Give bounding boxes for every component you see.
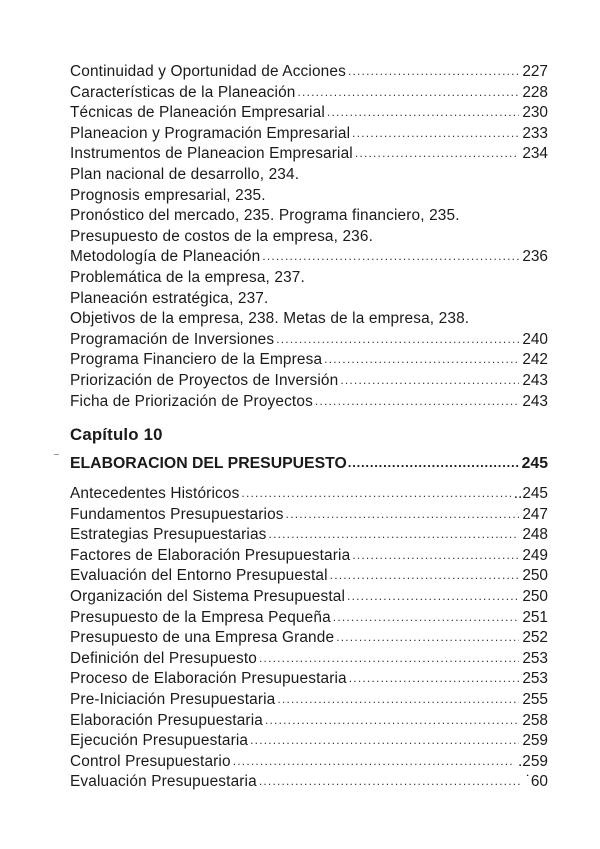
toc-entry <box>70 649 548 670</box>
dot-leader <box>259 771 523 792</box>
toc-list-part-2 <box>70 484 548 793</box>
toc-entry-title: Planeacion y Programación Empresarial <box>70 124 351 142</box>
toc-entry <box>70 669 548 690</box>
dot-leader <box>315 391 519 412</box>
dot-leader <box>352 123 519 144</box>
toc-entry <box>70 752 548 773</box>
toc-entry <box>70 772 548 793</box>
toc-entry-title: Proceso de Elaboración Presupuestaria <box>70 670 347 688</box>
toc-entry <box>70 711 548 732</box>
toc-entry <box>70 165 548 186</box>
toc-entry-title: Programa Financiero de la Empresa <box>70 351 323 369</box>
toc-entry-title: Características de la Planeación <box>70 83 296 101</box>
section-page-number: 245 <box>521 455 548 472</box>
dot-leader <box>327 102 519 123</box>
toc-entry-title: Planeación estratégica, 237. <box>70 289 269 307</box>
toc-entry-page-number: 243 <box>522 392 548 410</box>
toc-entry-page-number: 242 <box>522 351 548 369</box>
toc-entry <box>70 62 548 83</box>
toc-entry-page-number: .259 <box>518 752 548 770</box>
toc-entry <box>70 309 548 330</box>
dot-leader <box>352 545 519 566</box>
dot-leader <box>349 668 520 689</box>
toc-entry <box>70 546 548 567</box>
toc-entry-title: Programación de Inversiones <box>70 330 275 348</box>
toc-entry <box>70 247 548 268</box>
toc-entry-title: Ficha de Priorización de Proyectos <box>70 392 313 410</box>
dot-leader <box>259 648 519 669</box>
toc-entry-title: Organización del Sistema Presupuestal <box>70 587 346 605</box>
toc-entry <box>70 731 548 752</box>
toc-entry-page-number: ˙60 <box>525 773 548 791</box>
toc-entry <box>70 587 548 608</box>
toc-entry <box>70 350 548 371</box>
toc-entry-title: Técnicas de Planeación Empresarial <box>70 104 325 122</box>
toc-entry-title: Pronóstico del mercado, 235. Programa financiero, 235. <box>70 207 460 225</box>
dot-leader <box>340 370 519 391</box>
toc-entry-title: Metodología de Planeación <box>70 248 261 266</box>
chapter-heading: Capítulo 10 <box>70 425 163 444</box>
toc-entry-title: Ejecución Presupuestaria <box>70 732 249 750</box>
toc-entry <box>70 103 548 124</box>
dot-leader <box>355 143 519 164</box>
toc-entry-page-number: 252 <box>522 629 548 647</box>
toc-entry <box>70 690 548 711</box>
dot-leader <box>265 710 519 731</box>
toc-entry-page-number: 258 <box>522 711 548 729</box>
dot-leader <box>348 61 519 82</box>
dot-leader <box>348 455 520 470</box>
dot-leader <box>269 524 520 545</box>
dot-leader <box>233 751 515 772</box>
toc-entry-page-number: 253 <box>522 649 548 667</box>
toc-entry <box>70 227 548 248</box>
section-heading <box>70 455 548 473</box>
toc-entry-title: Evaluación Presupuestaria <box>70 773 257 791</box>
dot-leader <box>276 329 519 350</box>
toc-entry-page-number: 230 <box>522 104 548 122</box>
toc-entry <box>70 505 548 526</box>
toc-entry-title: Control Presupuestario <box>70 752 231 770</box>
toc-entry-page-number: 255 <box>522 690 548 708</box>
toc-entry-page-number: 251 <box>522 608 548 626</box>
dot-leader <box>333 607 520 628</box>
toc-entry <box>70 289 548 310</box>
toc-entry-title: Antecedentes Históricos <box>70 485 240 502</box>
toc-entry <box>70 83 548 104</box>
toc-entry-title: Objetivos de la empresa, 238. Metas de la empresa, 238. <box>70 310 470 328</box>
dot-leader <box>286 504 520 525</box>
toc-entry <box>70 628 548 649</box>
dot-leader <box>262 246 519 267</box>
toc-entry-page-number: 227 <box>522 63 548 80</box>
toc-entry-title: Presupuesto de una Empresa Grande <box>70 629 335 647</box>
toc-entry <box>70 371 548 392</box>
toc-entry-title: Prognosis empresarial, 235. <box>70 186 266 204</box>
dot-leader <box>324 349 519 370</box>
toc-entry <box>70 330 548 351</box>
dot-leader <box>347 586 519 607</box>
toc-entry-title: Plan nacional de desarrollo, 234. <box>70 165 300 183</box>
dot-leader <box>336 627 519 648</box>
toc-entry-page-number: 250 <box>522 587 548 605</box>
dot-leader <box>298 82 520 103</box>
toc-entry <box>70 186 548 207</box>
toc-entry-title: Elaboración Presupuestaria <box>70 711 263 729</box>
dot-leader <box>250 730 519 751</box>
dot-leader <box>330 565 520 586</box>
toc-entry <box>70 525 548 546</box>
toc-entry-page-number: 240 <box>522 330 548 348</box>
toc-entry-title: Pre-Iniciación Presupuestaria <box>70 690 276 708</box>
toc-entry-page-number: 228 <box>522 83 548 101</box>
toc-entry-page-number: 253 <box>522 670 548 688</box>
toc-entry-page-number: ..245 <box>513 485 548 502</box>
toc-entry <box>70 484 548 505</box>
section-title: ELABORACION DEL PRESUPUESTO <box>70 455 347 472</box>
toc-entry-page-number: 247 <box>522 505 548 523</box>
toc-list-part-1 <box>70 62 548 412</box>
toc-entry-page-number: 248 <box>522 526 548 544</box>
dot-leader <box>277 689 519 710</box>
toc-entry-title: Problemática de la empresa, 237. <box>70 268 305 286</box>
toc-entry <box>70 392 548 413</box>
toc-entry-page-number: 243 <box>522 371 548 389</box>
toc-entry <box>70 144 548 165</box>
toc-entry-title: Presupuesto de la Empresa Pequeña <box>70 608 331 626</box>
toc-entry-title: Presupuesto de costos de la empresa, 236. <box>70 227 374 245</box>
toc-entry-title: Priorización de Proyectos de Inversión <box>70 371 339 389</box>
toc-entry-page-number: 249 <box>522 546 548 564</box>
toc-entry-title: Definición del Presupuesto <box>70 649 257 667</box>
toc-entry-title: Estrategias Presupuestarias <box>70 526 267 544</box>
toc-entry <box>70 124 548 145</box>
toc-entry-page-number: 250 <box>522 567 548 585</box>
toc-entry-page-number: 234 <box>522 145 548 163</box>
toc-entry <box>70 206 548 227</box>
dot-leader <box>241 483 510 504</box>
scan-mark <box>54 454 59 455</box>
toc-entry <box>70 608 548 629</box>
toc-entry-title: Fundamentos Presupuestarios <box>70 505 284 523</box>
toc-entry-page-number: 259 <box>522 732 548 750</box>
toc-entry <box>70 268 548 289</box>
toc-entry-page-number: 236 <box>522 248 548 266</box>
toc-entry-title: Continuidad y Oportunidad de Acciones <box>70 63 346 80</box>
toc-entry <box>70 566 548 587</box>
toc-entry-page-number: 233 <box>522 124 548 142</box>
toc-entry-title: Evaluación del Entorno Presupuestal <box>70 567 328 585</box>
toc-entry-title: Factores de Elaboración Presupuestaria <box>70 546 351 564</box>
toc-entry-title: Instrumentos de Planeacion Empresarial <box>70 145 353 163</box>
